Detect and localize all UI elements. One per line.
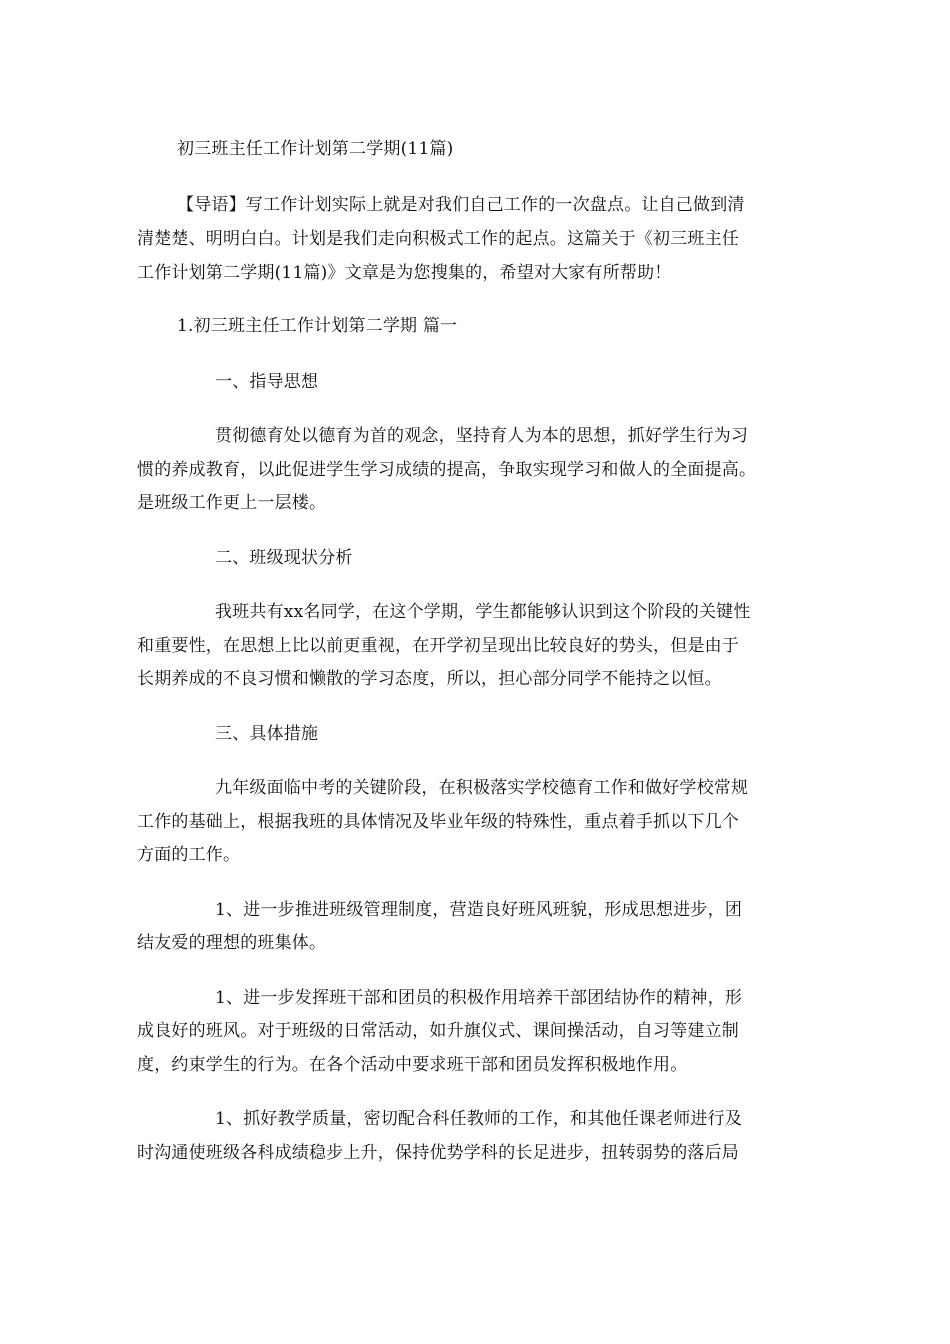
item3-line-1: 1、抓好教学质量，密切配合科任教师的工作，和其他任课老师进行及 (215, 1109, 743, 1129)
para3-line-1: 九年级面临中考的关键阶段，在积极落实学校德育工作和做好学校常规 (215, 778, 749, 798)
item2-line-2: 成良好的班风。对于班级的日常活动，如升旗仪式、课间操活动，自习等建立制 (137, 1021, 739, 1041)
para3-line-3: 方面的工作。 (137, 845, 241, 865)
item1-line-1: 1、进一步推进班级管理制度，营造良好班风班貌，形成思想进步，团 (215, 900, 743, 920)
para1-line-1: 贯彻德育处以德育为首的观念，坚持育人为本的思想，抓好学生行为习 (215, 426, 749, 446)
intro-line-3: 工作计划第二学期(11篇)》文章是为您搜集的，希望对大家有所帮助！ (137, 263, 672, 283)
item2-line-3: 度，约束学生的行为。在各个活动中要求班干部和团员发挥积极地作用。 (137, 1055, 688, 1075)
heading-class-analysis: 二、班级现状分析 (215, 548, 353, 568)
heading-measures: 三、具体措施 (215, 724, 319, 744)
intro-line-1: 【导语】写工作计划实际上就是对我们自己工作的一次盘点。让自己做到清 (177, 195, 745, 215)
para1-line-3: 是班级工作更上一层楼。 (137, 493, 327, 513)
document-title: 初三班主任工作计划第二学期(11篇) (177, 139, 454, 159)
para2-line-3: 长期养成的不良习惯和懒散的学习态度，所以，担心部分同学不能持之以恒。 (137, 669, 722, 689)
intro-line-2: 清楚楚、明明白白。计划是我们走向积极式工作的起点。这篇关于《初三班主任 (137, 229, 739, 249)
para2-line-1: 我班共有xx名同学，在这个学期，学生都能够认识到这个阶段的关键性 (215, 602, 751, 622)
para2-line-2: 和重要性，在思想上比以前更重视，在开学初呈现出比较良好的势头，但是由于 (137, 636, 739, 656)
item1-line-2: 结友爱的理想的班集体。 (137, 933, 327, 953)
para3-line-2: 工作的基础上，根据我班的具体情况及毕业年级的特殊性，重点着手抓以下几个 (137, 812, 739, 832)
item2-line-1: 1、进一步发挥班干部和团员的积极作用培养干部团结协作的精神，形 (215, 988, 743, 1008)
para1-line-2: 惯的养成教育，以此促进学生学习成绩的提高，争取实现学习和做人的全面提高。 (137, 460, 757, 480)
section-title: 1.初三班主任工作计划第二学期 篇一 (177, 316, 458, 336)
heading-guiding-thought: 一、指导思想 (215, 372, 319, 392)
item3-line-2: 时沟通使班级各科成绩稳步上升，保持优势学科的长足进步，扭转弱势的落后局 (137, 1143, 739, 1163)
